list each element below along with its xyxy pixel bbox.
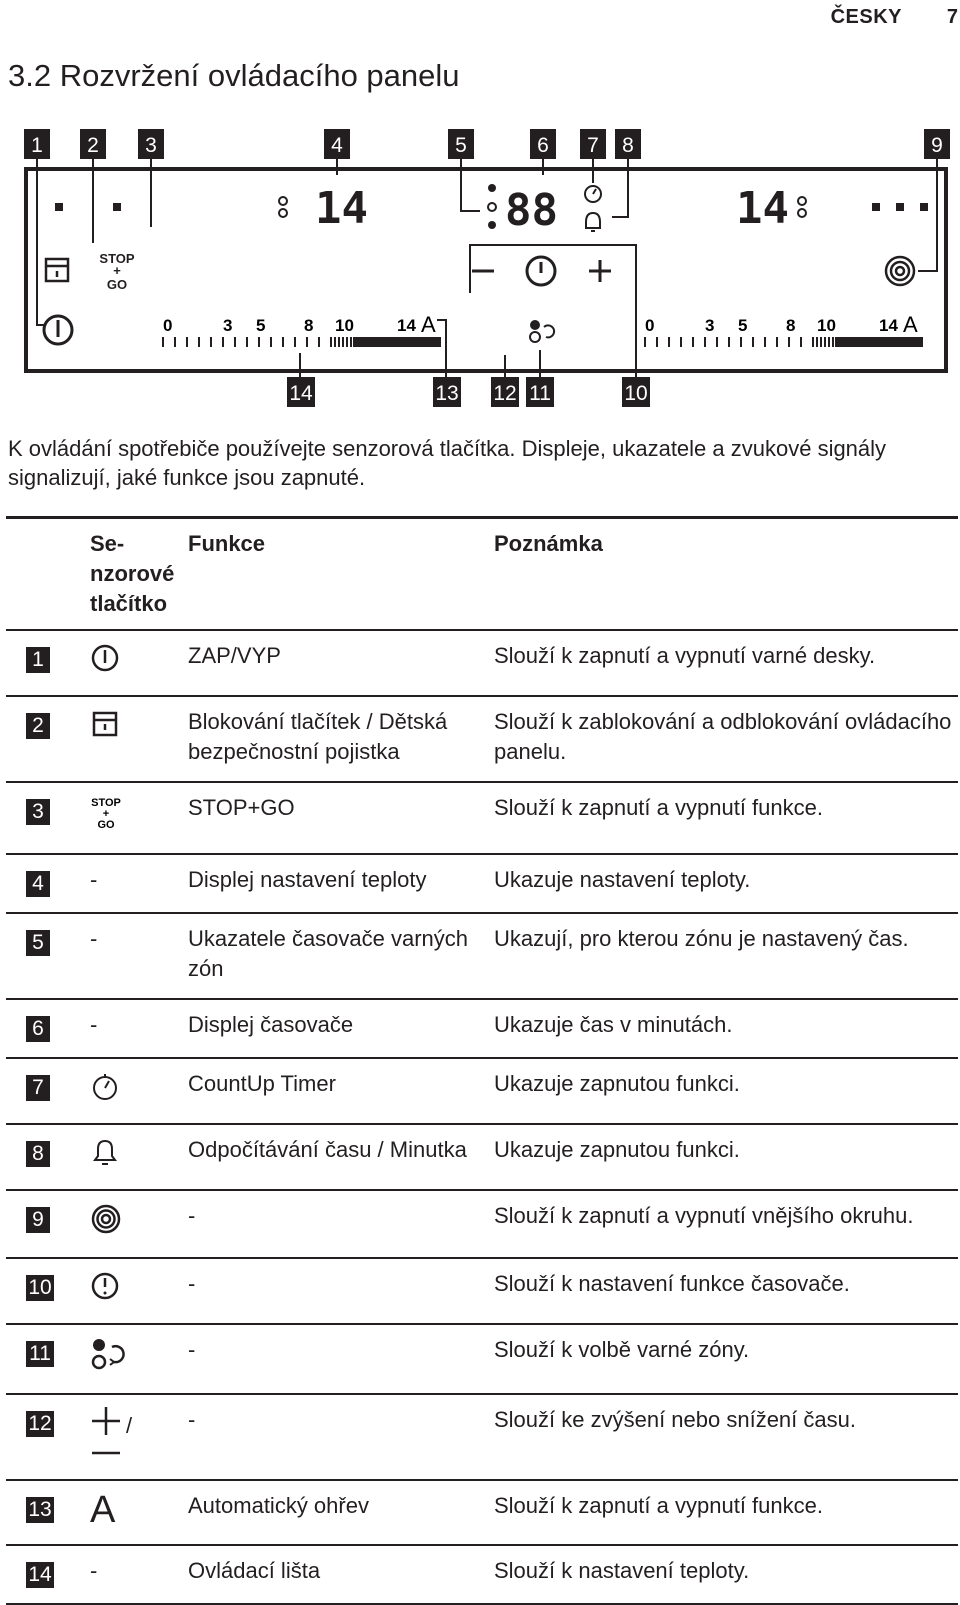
stop-go-icon xyxy=(90,795,130,839)
zone-select-icon xyxy=(530,320,554,342)
control-panel-diagram xyxy=(0,125,960,410)
callout-9: 9 xyxy=(931,134,943,157)
section-title: 3.2 Rozvržení ovládacího panelu xyxy=(8,58,460,93)
header-sensor: Senzorové tlačítko xyxy=(90,531,175,616)
sensor-cell xyxy=(90,999,188,1058)
scale-tick-label: 14 xyxy=(879,316,898,335)
scale-tick-label: 5 xyxy=(256,316,266,335)
callout-4: 4 xyxy=(331,134,343,157)
row-number-badge: 1 xyxy=(26,647,50,673)
table-row xyxy=(6,1480,958,1545)
note-cell: Slouží k zapnutí a vypnutí varné desky. xyxy=(494,643,876,668)
note-cell: Slouží k zapnutí a vypnutí funkce. xyxy=(494,1493,823,1518)
svg-text:STOP: STOP xyxy=(91,797,121,809)
scale-bar xyxy=(835,337,923,347)
row-number-badge: 3 xyxy=(26,799,50,825)
sensor-text: / xyxy=(126,1413,133,1438)
callout-8: 8 xyxy=(622,134,634,157)
note-cell: Slouží k zablokování a odblokování ovládacího panelu. xyxy=(494,709,952,764)
row-number-badge: 9 xyxy=(26,1207,50,1233)
function-cell: STOP+GO xyxy=(188,795,295,820)
power-icon xyxy=(90,643,120,681)
note-cell: Ukazuje čas v minutách. xyxy=(494,1012,733,1037)
callout-1: 1 xyxy=(31,134,43,157)
power-icon xyxy=(44,316,72,344)
plus-icon xyxy=(589,260,611,282)
note-cell: Slouží k volbě varné zóny. xyxy=(494,1337,750,1362)
scale-tick-label: 3 xyxy=(223,316,233,335)
sensor-text: A xyxy=(90,1489,116,1531)
scale-tick-label: 3 xyxy=(705,316,715,335)
callout-10: 10 xyxy=(624,382,648,405)
function-cell: - xyxy=(188,1407,196,1432)
sensor-cell xyxy=(90,1058,188,1124)
header-function: Funkce xyxy=(188,531,266,556)
function-cell: Automatický ohřev xyxy=(188,1493,369,1518)
header-num xyxy=(6,518,90,631)
function-cell: Blokování tlačítek / Dětská bezpečnostní pojistka xyxy=(188,709,448,764)
function-cell: Ovládací lišta xyxy=(188,1558,321,1583)
function-cell: - xyxy=(188,1271,196,1296)
scale-tick-label: 0 xyxy=(645,316,655,335)
table-row xyxy=(6,1394,958,1480)
row-number-badge: 5 xyxy=(26,930,50,956)
sensor-cell xyxy=(90,1394,188,1480)
callout-5: 5 xyxy=(455,134,467,157)
sensor-cell xyxy=(90,630,188,696)
table-row xyxy=(6,1258,958,1324)
function-cell: ZAP/VYP xyxy=(188,643,281,668)
row-number-badge: 7 xyxy=(26,1075,50,1101)
note-cell: Slouží k nastavení funkce časovače. xyxy=(494,1271,850,1296)
auto-a-icon: A xyxy=(903,312,918,337)
sensor-cell xyxy=(90,1258,188,1324)
callout-13: 13 xyxy=(435,382,459,405)
sensor-cell xyxy=(90,1545,188,1604)
stop-go-top: STOP xyxy=(99,251,135,266)
row-number-badge: 14 xyxy=(26,1562,54,1588)
callout-14: 14 xyxy=(289,382,313,405)
note-cell: Slouží k zapnutí a vypnutí funkce. xyxy=(494,795,823,820)
display-temperature-left: 14 xyxy=(315,183,368,234)
callout-11: 11 xyxy=(529,382,551,405)
sensor-cell xyxy=(90,1324,188,1394)
table-header-row xyxy=(6,518,958,631)
row-number-badge: 6 xyxy=(26,1016,50,1042)
table-row xyxy=(6,782,958,854)
page-header xyxy=(0,4,960,34)
table-row xyxy=(6,1124,958,1190)
zone-select-icon xyxy=(90,1337,126,1379)
row-number-badge: 12 xyxy=(26,1411,54,1437)
bell-icon xyxy=(90,1137,120,1175)
note-cell: Ukazuje zapnutou funkci. xyxy=(494,1137,740,1162)
scale-tick-label: 10 xyxy=(335,316,354,335)
note-cell: Ukazuje nastavení teploty. xyxy=(494,867,751,892)
row-number-badge: 10 xyxy=(26,1275,54,1301)
slider-scale-right xyxy=(645,312,923,347)
page-number: 7 xyxy=(946,6,958,28)
sensor-cell xyxy=(90,1124,188,1190)
sensor-text: - xyxy=(90,1012,98,1037)
stop-go-plus: + xyxy=(113,263,121,278)
scale-bar xyxy=(353,337,441,347)
sensor-cell xyxy=(90,854,188,913)
sensor-text: - xyxy=(90,926,98,951)
row-number-badge: 13 xyxy=(26,1497,54,1523)
intro-text: K ovládání spotřebiče používejte senzorová tlačítka. Displeje, ukazatele a zvukové signály signalizují, jaké funkce jsou zapnuté. xyxy=(8,436,887,490)
auto-a-icon: A xyxy=(421,312,436,337)
note-cell: Ukazuje zapnutou funkci. xyxy=(494,1071,740,1096)
note-cell: Slouží k nastavení teploty. xyxy=(494,1558,750,1583)
table-row xyxy=(6,1190,958,1258)
callout-3: 3 xyxy=(145,134,157,157)
table-row xyxy=(6,999,958,1058)
row-number-badge: 11 xyxy=(26,1341,54,1367)
sensor-cell xyxy=(90,696,188,782)
note-cell: Slouží k zapnutí a vypnutí vnějšího okruhu. xyxy=(494,1203,914,1228)
timer-icon xyxy=(90,1271,120,1309)
stopwatch-icon xyxy=(90,1071,120,1109)
timer-icon xyxy=(527,257,555,285)
function-cell: - xyxy=(188,1203,196,1228)
sensor-cell xyxy=(90,1480,188,1545)
slider-scale-left xyxy=(163,312,441,347)
table-row xyxy=(6,1058,958,1124)
table-row xyxy=(6,913,958,999)
display-timer: 88 xyxy=(505,185,558,236)
function-cell: - xyxy=(188,1337,196,1362)
note-cell: Slouží ke zvýšení nebo snížení času. xyxy=(494,1407,856,1432)
outer-ring-icon xyxy=(886,257,914,285)
display-temperature-right: 14 xyxy=(736,183,789,234)
function-cell: Ukazatele časovače varných zón xyxy=(188,926,469,981)
function-cell: Displej nastavení teploty xyxy=(188,867,427,892)
sensor-table xyxy=(6,516,958,1605)
sensor-cell xyxy=(90,1190,188,1258)
svg-text:GO: GO xyxy=(97,819,115,831)
sensor-cell xyxy=(90,782,188,854)
lock-icon xyxy=(46,259,68,281)
function-cell: Odpočítávání času / Minutka xyxy=(188,1137,467,1162)
svg-text:+: + xyxy=(102,808,110,820)
scale-tick-label: 8 xyxy=(304,316,314,335)
outer-ring-icon xyxy=(90,1203,122,1243)
sensor-text: - xyxy=(90,1558,98,1583)
table-row xyxy=(6,696,958,782)
stopwatch-icon xyxy=(585,180,601,202)
note-cell: Ukazují, pro kterou zónu je nastavený čas. xyxy=(494,926,909,951)
callout-12: 12 xyxy=(493,382,517,405)
row-number-badge: 8 xyxy=(26,1141,50,1167)
callout-2: 2 xyxy=(87,134,99,157)
scale-tick-label: 5 xyxy=(738,316,748,335)
row-number-badge: 2 xyxy=(26,713,50,739)
sensor-cell xyxy=(90,913,188,999)
table-row xyxy=(6,630,958,696)
scale-tick-label: 14 xyxy=(397,316,416,335)
scale-tick-label: 8 xyxy=(786,316,796,335)
sensor-text: - xyxy=(90,867,98,892)
table-row xyxy=(6,1545,958,1604)
table-row xyxy=(6,1324,958,1394)
stop-go-bottom: GO xyxy=(106,277,128,292)
scale-tick-label: 0 xyxy=(163,316,173,335)
scale-tick-label: 10 xyxy=(817,316,836,335)
callout-6: 6 xyxy=(537,134,549,157)
plus-minus-icon xyxy=(90,1407,122,1465)
header-note: Poznámka xyxy=(494,531,603,556)
function-cell: CountUp Timer xyxy=(188,1071,336,1096)
table-row xyxy=(6,854,958,913)
callouts-top xyxy=(24,129,950,159)
language-label: ČESKY xyxy=(830,6,902,28)
bell-icon xyxy=(586,213,600,231)
callout-7: 7 xyxy=(587,134,599,157)
row-number-badge: 4 xyxy=(26,871,50,897)
function-cell: Displej časovače xyxy=(188,1012,354,1037)
lock-icon xyxy=(90,709,120,747)
